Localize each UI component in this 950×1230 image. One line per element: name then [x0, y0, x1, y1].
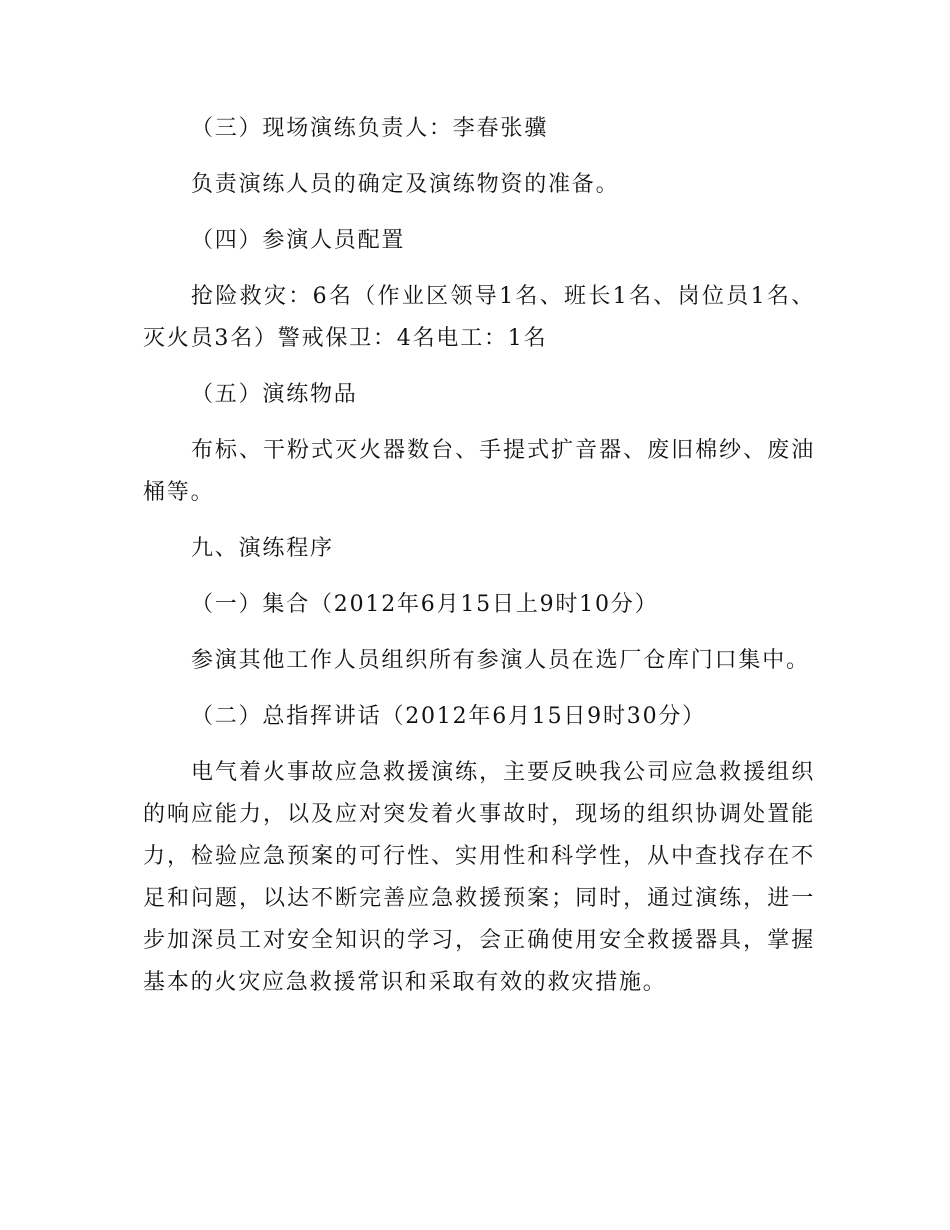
paragraph-5: （五）演练物品	[191, 382, 358, 407]
paragraph-7: 九、演练程序	[191, 536, 334, 561]
document-body	[143, 108, 815, 1018]
paragraph-6: 布标、干粉式灭火器数台、手提式扩音器、废旧棉纱、废油桶等。	[143, 438, 815, 505]
paragraph-2: 负责演练人员的确定及演练物资的准备。	[191, 172, 620, 197]
paragraph-11: 电气着火事故应急救援演练，主要反映我公司应急救援组织的响应能力，以及应对突发着火事故时，现场的组织协调处置能力，检验应急预案的可行性、实用性和科学性，从中查找存在不足和问题，以达不断完善应急救援预案；同时，通过演练，进一步加深员工对安全知识的学习，会正确使用安全救援器具，掌握基本的火灾应急救援常识和采取有效的救灾措施。	[143, 760, 815, 995]
paragraph-4: 抢险救灾：6名（作业区领导1名、班长1名、岗位员1名、灭火员3名）警戒保卫：4名电工：1名	[143, 284, 815, 351]
paragraph-8: （一）集合（2012年6月15日上9时10分）	[191, 592, 659, 617]
paragraph-9: 参演其他工作人员组织所有参演人员在选厂仓库门口集中。	[191, 648, 810, 673]
paragraph-1: （三）现场演练负责人：李春张骥	[191, 116, 549, 141]
paragraph-10: （二）总指挥讲话（2012年6月15日9时30分）	[191, 704, 706, 729]
paragraph-3: （四）参演人员配置	[191, 228, 406, 253]
